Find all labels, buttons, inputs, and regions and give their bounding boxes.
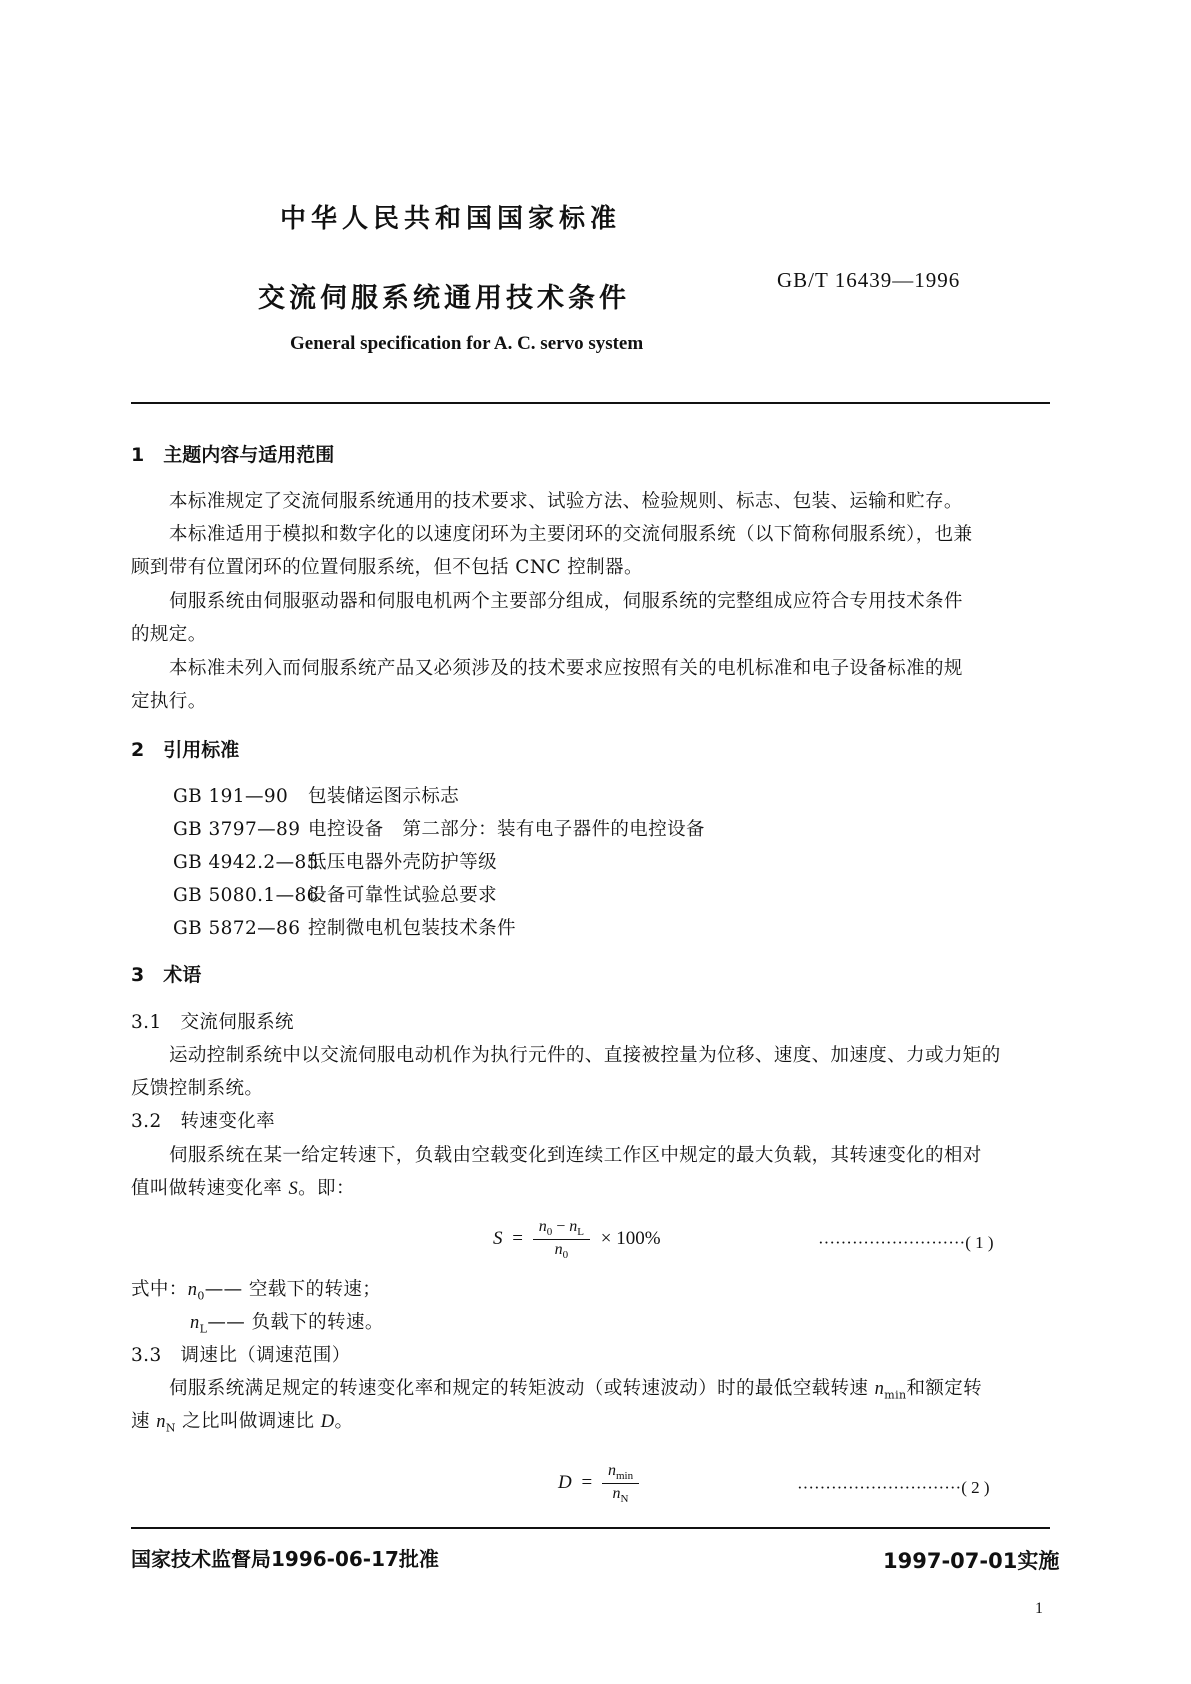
formula-1-number: ··························( 1 )	[818, 1233, 994, 1252]
variable-s: S	[288, 1179, 299, 1199]
section-2-heading: 2 引用标准	[131, 739, 240, 761]
reference-item: GB 191—90 包装储运图示标志	[173, 786, 460, 807]
formula-2-number: ·····························( 2 )	[797, 1478, 990, 1497]
where-line-2: $n_L——$ 负载下的转速。	[190, 1312, 384, 1336]
effective-date: 1997-07-01实施	[883, 1549, 1060, 1573]
s1-para-2-line-2: 顾到带有位置闭环的位置伺服系统，但不包括 CNC 控制器。	[131, 557, 643, 578]
term-3-1-title: 3.1 交流伺服系统	[131, 1012, 294, 1033]
s1-para-3-line-2: 的规定。	[131, 624, 207, 645]
term-3-1-text-line-1: 运动控制系统中以交流伺服电动机作为执行元件的、直接被控量为位移、速度、加速度、力或力矩的	[169, 1045, 1001, 1066]
standard-number: GB/T 16439—1996	[777, 268, 961, 292]
term-3-2-text-line-1: 伺服系统在某一给定转速下，负载由空载变化到连续工作区中规定的最大负载，其转速变化的相对	[169, 1145, 982, 1166]
formula-2: D = $\frac{n_{min}}{n_N}$	[558, 1462, 639, 1505]
s1-para-4-line-2: 定执行。	[131, 691, 207, 712]
section-3-heading: 3 术语	[131, 964, 202, 986]
s1-para-3-line-1: 伺服系统由伺服驱动器和伺服电机两个主要部分组成，伺服系统的完整组成应符合专用技术条件	[169, 591, 963, 612]
term-3-2-title: 3.2 转速变化率	[131, 1111, 276, 1132]
formula-1: S = $\frac{n_0 - n_L}{n_0}$ × 100%	[493, 1218, 661, 1262]
where-line-1: 式中：$n_0——$ 空载下的转速；	[131, 1279, 382, 1303]
term-3-3-title: 3.3 调速比（调速范围）	[131, 1345, 351, 1366]
formula-1-fraction: $\frac{n_0 - n_L}{n_0}$	[533, 1218, 590, 1261]
reference-item: GB 5080.1—86设备可靠性试验总要求	[173, 885, 498, 906]
header-rule	[131, 402, 1050, 404]
term-3-3-text-line-1: 伺服系统满足规定的转速变化率和规定的转矩波动（或转速波动）时的最低空载转速 $n_{min}$和额定转	[169, 1378, 983, 1402]
reference-item: GB 5872—86 控制微电机包装技术条件	[173, 918, 516, 939]
approval-line: 国家技术监督局1996-06-17批准	[131, 1547, 439, 1571]
reference-item: GB 4942.2—85低压电器外壳防护等级	[173, 852, 498, 873]
term-3-2-text-line-2: 值叫做转速变化率 S。即：	[131, 1178, 355, 1199]
s1-para-1: 本标准规定了交流伺服系统通用的技术要求、试验方法、检验规则、标志、包装、运输和贮存。	[169, 491, 963, 512]
page-title: 交流伺服系统通用技术条件	[258, 283, 630, 314]
page-number: 1	[1035, 1600, 1043, 1617]
standard-org: 中华人民共和国国家标准	[280, 204, 622, 234]
s1-para-4-line-1: 本标准未列入而伺服系统产品又必须涉及的技术要求应按照有关的电机标准和电子设备标准的规	[169, 658, 963, 679]
term-3-1-text-line-2: 反馈控制系统。	[131, 1078, 264, 1099]
english-title: General specification for A. C. servo system	[290, 333, 644, 354]
term-3-3-text-line-2: 速 $n_N$ 之比叫做调速比 D。	[131, 1411, 354, 1435]
reference-item: GB 3797—89 电控设备 第二部分：装有电子器件的电控设备	[173, 819, 705, 840]
footer-rule	[131, 1527, 1050, 1529]
formula-2-fraction: $\frac{n_{min}}{n_N}$	[602, 1462, 639, 1505]
section-1-heading: 1 主题内容与适用范围	[131, 444, 335, 466]
s1-para-2-line-1: 本标准适用于模拟和数字化的以速度闭环为主要闭环的交流伺服系统（以下简称伺服系统），也兼	[169, 524, 973, 545]
